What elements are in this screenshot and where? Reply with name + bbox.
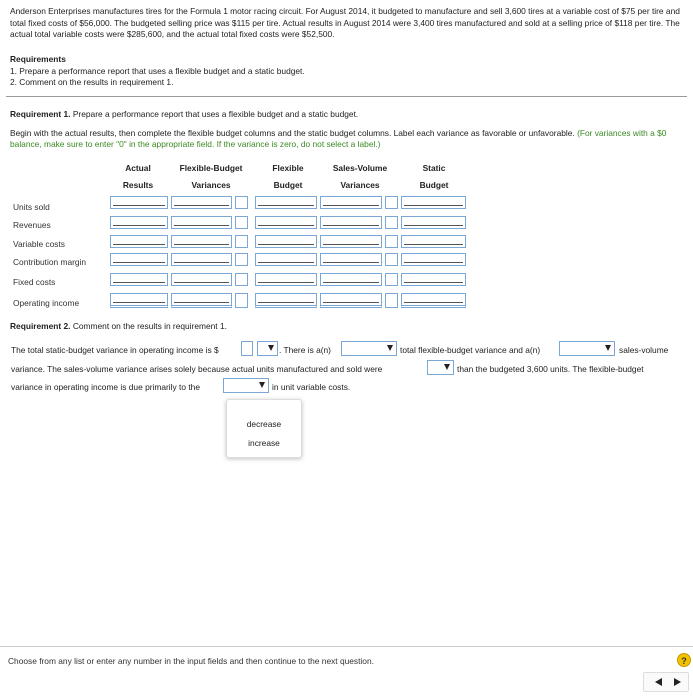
- req2-sentence-1d: sales-volume: [619, 345, 669, 355]
- input-underline: [323, 262, 379, 263]
- operating-income-static-budget-input[interactable]: [401, 293, 466, 308]
- footer-instructions: Choose from any list or enter any number in the input fields and then continue to the next question.: [8, 656, 374, 666]
- input-underline: [113, 282, 165, 283]
- contribution-margin-flex-budget-variance-label-dropdown[interactable]: [235, 253, 248, 266]
- fixed-costs-flex-budget-variance-input[interactable]: [171, 273, 232, 286]
- input-underline: [323, 282, 379, 283]
- operating-income-sales-volume-variance-label-dropdown[interactable]: [385, 293, 398, 308]
- fixed-costs-sales-volume-variance-label-dropdown[interactable]: [385, 273, 398, 286]
- col-header-flex-var: Flexible-Budget Variances: [179, 163, 243, 190]
- row-label-units-sold: Units sold: [13, 202, 50, 212]
- row-label-contribution-margin: Contribution margin: [13, 257, 87, 267]
- row-label-revenues: Revenues: [13, 220, 51, 230]
- variable-costs-flex-budget-variance-label-dropdown[interactable]: [235, 235, 248, 248]
- input-underline: [113, 262, 165, 263]
- pagination-controls: [643, 672, 689, 692]
- operating-income-sales-volume-variance-input[interactable]: [320, 293, 382, 308]
- contribution-margin-static-budget-input[interactable]: [401, 253, 466, 266]
- row-label-variable-costs: Variable costs: [13, 239, 65, 249]
- variable-costs-static-budget-input[interactable]: [401, 235, 466, 248]
- revenues-flex-budget-variance-label-dropdown[interactable]: [235, 216, 248, 229]
- input-underline: [174, 225, 229, 226]
- row-label-fixed-costs: Fixed costs: [13, 277, 56, 287]
- input-underline: [174, 205, 229, 206]
- revenues-sales-volume-variance-label-dropdown[interactable]: [385, 216, 398, 229]
- requirements-title: Requirements: [10, 54, 66, 64]
- input-underline: [113, 244, 165, 245]
- col-header-actual: Actual Results: [122, 163, 154, 190]
- req2-text: Comment on the results in requirement 1.: [72, 321, 227, 331]
- variable-costs-sales-volume-variance-label-dropdown[interactable]: [385, 235, 398, 248]
- chevron-down-icon: [605, 345, 611, 351]
- revenues-flex-budget-variance-input[interactable]: [171, 216, 232, 229]
- units-sold-static-budget-input[interactable]: [401, 196, 466, 209]
- input-underline: [113, 225, 165, 226]
- units-sold-flex-budget-variance-input[interactable]: [171, 196, 232, 209]
- input-underline: [404, 225, 463, 226]
- req1-hint: (For variances with a $0 balance, make sure to enter "0" in the appropriate field. If the variance is zero, do not select a label.): [10, 128, 667, 149]
- contribution-margin-flexible-budget-input[interactable]: [255, 253, 317, 266]
- option-decrease[interactable]: decrease: [246, 419, 282, 429]
- input-underline: [113, 302, 165, 303]
- req2-sentence-2a: variance. The sales-volume variance arises solely because actual units manufactured and sold were: [11, 364, 383, 374]
- units-sold-actual-results-input[interactable]: [110, 196, 168, 209]
- req2-sentence-1c: total flexible-budget variance and a(n): [400, 345, 541, 355]
- row-label-operating-income: Operating income: [13, 298, 80, 308]
- requirement-item-2: 2. Comment on the results in requirement 1.: [10, 77, 174, 87]
- divider: [6, 96, 687, 97]
- contribution-margin-sales-volume-variance-label-dropdown[interactable]: [385, 253, 398, 266]
- fixed-costs-static-budget-input[interactable]: [401, 273, 466, 286]
- input-underline: [174, 302, 229, 303]
- variable-costs-flexible-budget-input[interactable]: [255, 235, 317, 248]
- req2-sentence-2b: than the budgeted 3,600 units. The flexible-budget: [457, 364, 644, 374]
- fixed-costs-sales-volume-variance-input[interactable]: [320, 273, 382, 286]
- input-underline: [404, 244, 463, 245]
- units-sold-flexible-budget-input[interactable]: [255, 196, 317, 209]
- operating-income-flex-budget-variance-label-dropdown[interactable]: [235, 293, 248, 308]
- contribution-margin-flex-budget-variance-input[interactable]: [171, 253, 232, 266]
- sales-volume-variance-type-dropdown[interactable]: [559, 341, 615, 356]
- col-header-static: Static Budget: [419, 163, 449, 190]
- input-underline: [323, 302, 379, 303]
- unit-variable-cost-change-dropdown[interactable]: [223, 378, 269, 393]
- chevron-down-icon: [268, 345, 274, 351]
- units-sold-sales-volume-variance-label-dropdown[interactable]: [385, 196, 398, 209]
- req2-sentence-3a: variance in operating income is due primarily to the: [11, 382, 200, 392]
- input-underline: [258, 225, 314, 226]
- units-sold-flex-budget-variance-label-dropdown[interactable]: [235, 196, 248, 209]
- requirements-box: [10, 54, 305, 89]
- revenues-sales-volume-variance-input[interactable]: [320, 216, 382, 229]
- operating-income-flex-budget-variance-input[interactable]: [171, 293, 232, 308]
- fixed-costs-flex-budget-variance-label-dropdown[interactable]: [235, 273, 248, 286]
- help-icon[interactable]: ?: [677, 653, 691, 667]
- input-underline: [258, 262, 314, 263]
- input-underline: [404, 282, 463, 283]
- input-underline: [323, 244, 379, 245]
- req2-heading: [10, 321, 227, 331]
- flex-variance-type-dropdown[interactable]: [341, 341, 397, 356]
- units-comparison-dropdown[interactable]: [427, 360, 454, 375]
- revenues-flexible-budget-input[interactable]: [255, 216, 317, 229]
- col-header-flex-budget: Flexible Budget: [272, 163, 304, 190]
- variable-costs-flex-budget-variance-input[interactable]: [171, 235, 232, 248]
- previous-arrow-icon[interactable]: [655, 678, 662, 686]
- requirement-item-1: 1. Prepare a performance report that uses a flexible budget and a static budget.: [10, 65, 305, 76]
- req1-instructions-text: Begin with the actual results, then complete the flexible budget columns and the static budget columns. Label each variance as favorable or unfavorable.: [10, 128, 575, 138]
- input-underline: [174, 282, 229, 283]
- input-underline: [113, 205, 165, 206]
- revenues-static-budget-input[interactable]: [401, 216, 466, 229]
- input-underline: [404, 302, 463, 303]
- input-underline: [258, 244, 314, 245]
- fixed-costs-flexible-budget-input[interactable]: [255, 273, 317, 286]
- revenues-actual-results-input[interactable]: [110, 216, 168, 229]
- contribution-margin-actual-results-input[interactable]: [110, 253, 168, 266]
- input-underline: [174, 262, 229, 263]
- req1-label: Requirement 1.: [10, 109, 71, 119]
- input-underline: [258, 302, 314, 303]
- operating-income-flexible-budget-input[interactable]: [255, 293, 317, 308]
- req2-sentence-3b: in unit variable costs.: [272, 382, 351, 392]
- variable-costs-actual-results-input[interactable]: [110, 235, 168, 248]
- req1-instructions: [10, 128, 686, 150]
- input-underline: [174, 244, 229, 245]
- contribution-margin-sales-volume-variance-input[interactable]: [320, 253, 382, 266]
- operating-income-actual-results-input[interactable]: [110, 293, 168, 308]
- req2-sentence-1a: The total static-budget variance in operating income is $: [11, 345, 219, 355]
- col-header-sales-var: Sales-Volume Variances: [332, 163, 388, 190]
- req1-heading: [10, 109, 358, 119]
- input-underline: [258, 282, 314, 283]
- chevron-down-icon: [444, 364, 450, 370]
- input-underline: [404, 262, 463, 263]
- req2-sentence-1b: . There is a(n): [279, 345, 331, 355]
- input-underline: [323, 205, 379, 206]
- static-variance-label-dropdown[interactable]: [257, 341, 278, 356]
- chevron-down-icon: [259, 382, 265, 388]
- problem-statement: Anderson Enterprises manufactures tires for the Formula 1 motor racing circuit. For August 2014, it budgeted to manufacture and sell 3,600 tires at a variable cost of $75 per tire and total fixed costs of $56,000. The budgeted selling price was $115 per tire. Actual results in August 2014 were 3,400 tires manufactured and sold at a selling price of $118 per tire. The actual total variable costs were $285,600, and the actual total fixed costs were $52,500.: [10, 6, 680, 39]
- units-sold-sales-volume-variance-input[interactable]: [320, 196, 382, 209]
- input-underline: [404, 205, 463, 206]
- variable-costs-sales-volume-variance-input[interactable]: [320, 235, 382, 248]
- next-arrow-icon[interactable]: [674, 678, 681, 686]
- input-underline: [323, 225, 379, 226]
- option-increase[interactable]: increase: [248, 438, 280, 448]
- dropdown-options-menu: [226, 399, 302, 458]
- footer-divider: [0, 646, 693, 647]
- req1-text: Prepare a performance report that uses a flexible budget and a static budget.: [72, 109, 359, 119]
- fixed-costs-actual-results-input[interactable]: [110, 273, 168, 286]
- chevron-down-icon: [387, 345, 393, 351]
- input-underline: [258, 205, 314, 206]
- req2-label: Requirement 2.: [10, 321, 71, 331]
- static-budget-variance-input[interactable]: [241, 341, 253, 356]
